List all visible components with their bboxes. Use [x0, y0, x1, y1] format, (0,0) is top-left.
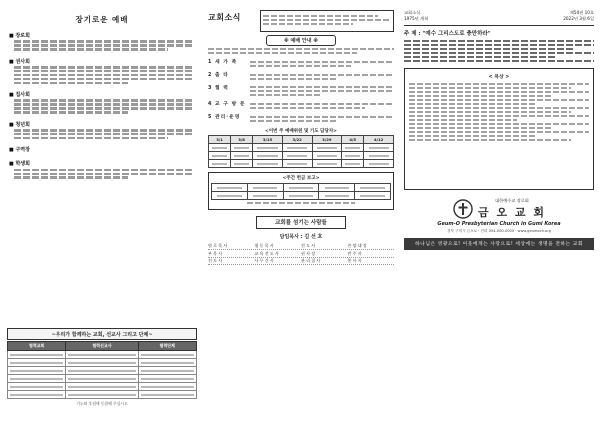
- staff-role: 전 도 사: [208, 258, 223, 264]
- worship-column: [6, 10, 198, 418]
- staff-row: [208, 250, 394, 258]
- section-deaconesses: [6, 58, 198, 84]
- masthead: [404, 10, 594, 22]
- staff-role: 원 로 목 사: [208, 243, 228, 249]
- staff-role: 반 주 자: [347, 250, 362, 256]
- news-badge: 교회소식: [208, 13, 241, 22]
- staff-role: 협 동 목 사: [254, 243, 274, 249]
- section-students: [6, 160, 198, 179]
- senior-pastor: 담임목사 : 김 선 호: [279, 233, 323, 240]
- offering-box: [208, 172, 394, 210]
- partner-box: [7, 328, 197, 410]
- section-head: ■ 장로회: [9, 33, 30, 39]
- staff-role: 찬 양 대 장: [347, 243, 367, 249]
- staff-role: 부 목 사: [208, 250, 223, 256]
- section-deacons: [6, 91, 198, 114]
- masthead-founded: 1975년 개척: [404, 16, 429, 21]
- roster-header: 3/15: [253, 135, 283, 143]
- masthead-label: 교회소식: [404, 10, 421, 15]
- staff-role: 사 무 간 사: [254, 258, 274, 264]
- news-item: [208, 100, 394, 109]
- news-item: [208, 113, 394, 122]
- meditation-title: < 묵상 >: [488, 74, 510, 80]
- staff-role: 봉 사 자: [347, 258, 362, 264]
- meditation-box: [404, 68, 594, 190]
- news-banner: ※ 예배 안내 ※: [266, 35, 336, 46]
- church-identity: [404, 198, 594, 220]
- roster-header: 4/5: [342, 135, 364, 143]
- roster-table: [208, 135, 394, 168]
- staff-section: [208, 216, 394, 266]
- roster-header: 4/12: [364, 135, 394, 143]
- church-english-name: Geum-O Presbyterian Church in Gumi Korea: [437, 220, 561, 227]
- staff-role: 권 사 장: [301, 250, 316, 256]
- section-elders: [6, 32, 198, 51]
- news-label: 4 교 구 방 문: [208, 102, 246, 108]
- issue-date: 2022년 3월 6일: [563, 16, 594, 21]
- church-slogan: 하나님은 영광으로! 이웃에게는 사랑으로! 세상에는 생명을 전하는 교회: [404, 238, 594, 250]
- offering-title: <주간 헌금 보고>: [282, 175, 320, 181]
- news-item: [208, 58, 394, 67]
- church-logo-icon: [452, 198, 474, 220]
- partner-header: 협력단체: [138, 342, 196, 351]
- roster-header: 3/22: [282, 135, 312, 143]
- news-label: 2 출 타: [208, 72, 229, 78]
- church-name: 금 오 교 회: [478, 205, 546, 219]
- staff-title: 교회를 섬기는 사람들: [256, 216, 346, 229]
- staff-list: [208, 243, 394, 266]
- section-head: ■ 구역장: [9, 147, 30, 154]
- cover-column: [404, 10, 594, 418]
- section-head: ■ 집사회: [9, 92, 30, 99]
- news-column: [208, 10, 394, 418]
- news-item: [208, 84, 394, 97]
- partner-header: 협력교회: [8, 342, 66, 351]
- roster-title: <이번 주 예배위원 및 기도 담당자>: [265, 128, 337, 134]
- denomination: 대한예수교 장로회: [495, 197, 529, 203]
- roster-header: 3/1: [209, 135, 231, 143]
- section-cell-leaders: [6, 146, 198, 153]
- partner-footer: 기도와 후원에 동참해 주십시오: [76, 401, 128, 407]
- news-intro: [260, 10, 394, 32]
- news-header: [208, 10, 394, 32]
- section-head: ■ 권사회: [9, 58, 30, 65]
- partner-table: [7, 341, 197, 399]
- sermon-title: 주 제 : "예수 그리스도로 충만하라": [404, 30, 491, 37]
- section-head: ■ 청년회: [9, 121, 30, 128]
- staff-role: 전 도 사: [301, 243, 316, 249]
- staff-row: [208, 243, 394, 251]
- section-head: ■ 학생회: [9, 161, 30, 168]
- staff-role: 관 리 집 사: [301, 258, 321, 264]
- news-label: 1 새 가 족: [208, 60, 238, 66]
- roster-header: 3/8: [231, 135, 253, 143]
- issue-number: 제50권 10호: [569, 10, 594, 15]
- church-address: 경북 구미시 금오로 · 전화 054-000-0000 · www.geumoch.org: [447, 228, 551, 233]
- news-item: [208, 71, 394, 80]
- news-label: 3 협 력: [208, 85, 229, 91]
- staff-role: 교 육 전 도 사: [254, 250, 279, 256]
- roster-header: 3/29: [312, 135, 342, 143]
- news-label: 5 관리·운영: [208, 115, 241, 121]
- partner-box-title: ~우리가 함께하는 교회, 선교사 그리고 단체~: [7, 328, 197, 340]
- masthead-rule: [404, 25, 594, 26]
- sermon-text: [404, 40, 594, 62]
- column-title: 장기로운 예배: [75, 15, 129, 24]
- section-youth: [6, 121, 198, 140]
- partner-header: 협력선교사: [66, 342, 138, 351]
- staff-row: [208, 258, 394, 266]
